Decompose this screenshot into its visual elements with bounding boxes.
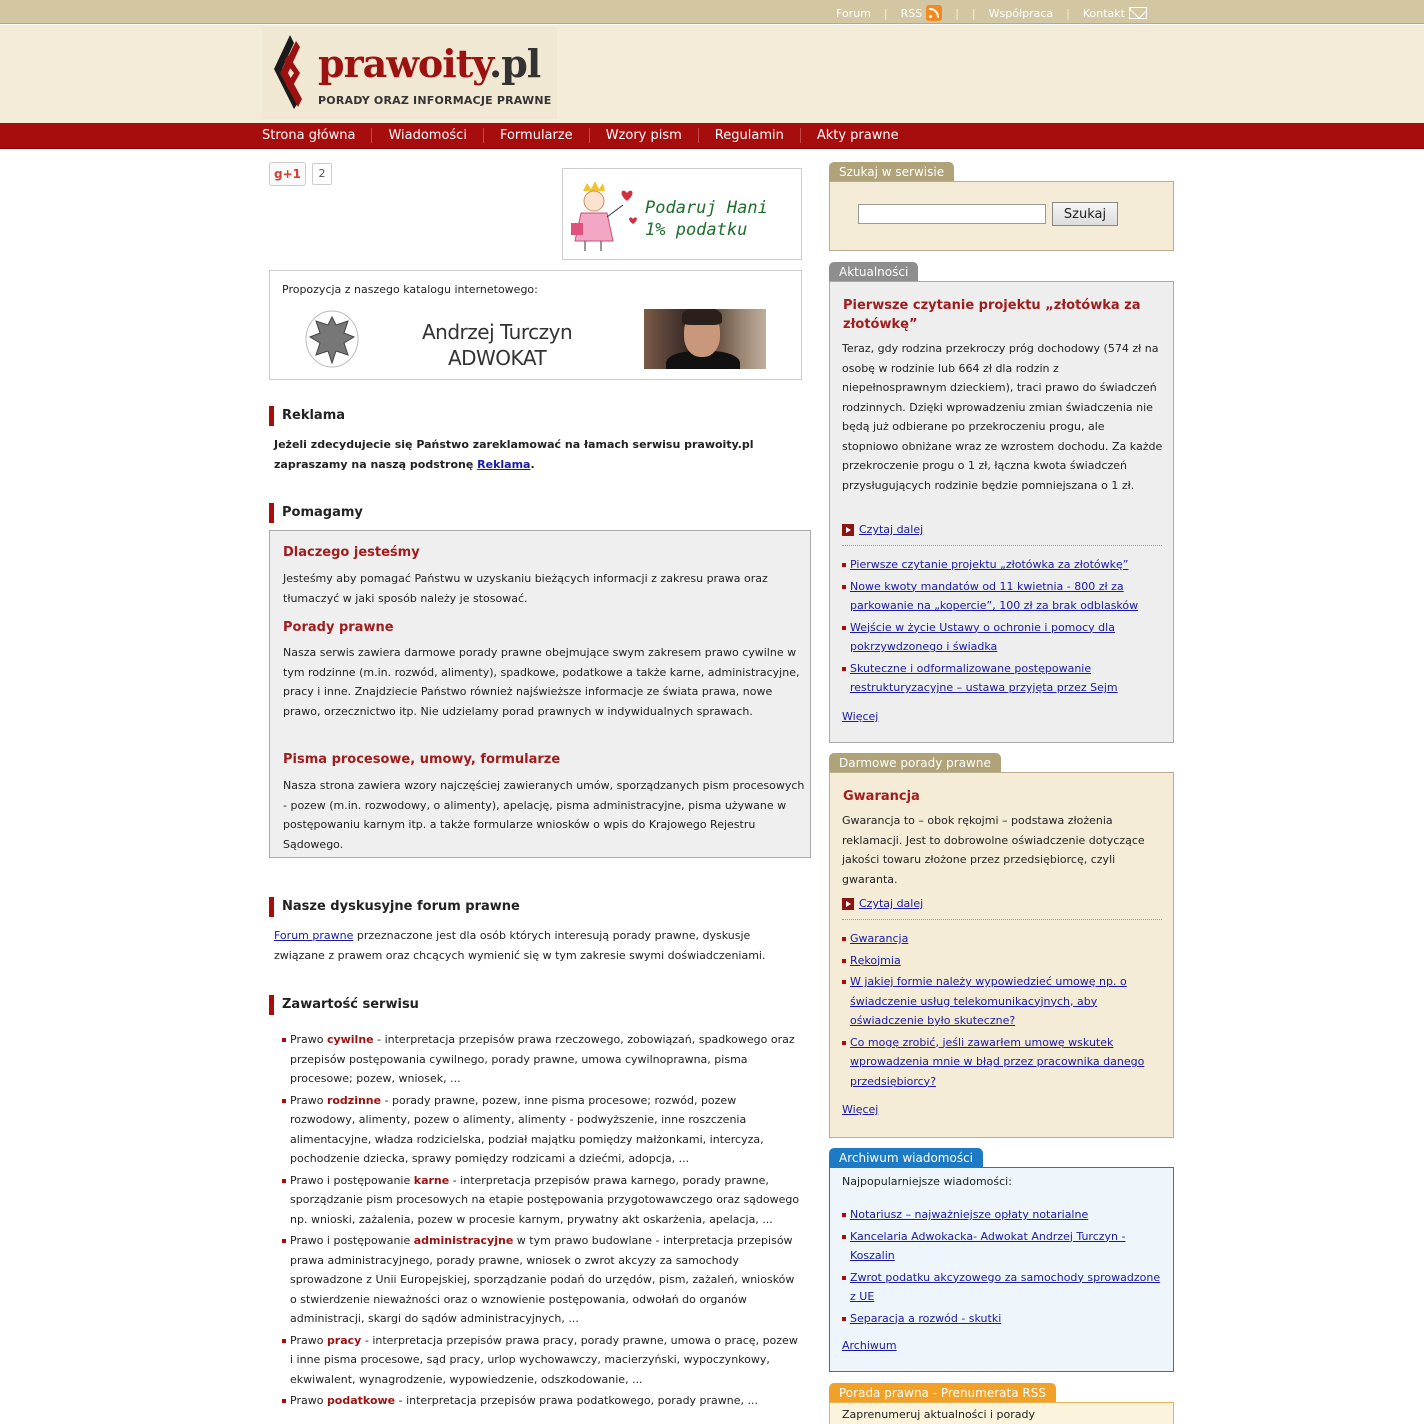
tab-archiwum: Archiwum wiadomości	[829, 1148, 983, 1168]
list-item	[842, 1309, 1162, 1329]
advertiser-photo[interactable]	[644, 309, 766, 369]
news-link[interactable]: Skuteczne i odformalizowane postępowanie restrukturyzacyjne – ustawa przyjęta przez Sejm	[850, 661, 1118, 694]
top-link-wspolpraca[interactable]: Współpraca	[988, 6, 1054, 20]
news-text: Teraz, gdy rodzina przekroczy próg dochodowy (574 zł na osobę w rodzinie lub 664 zł dla rodzin z niepełnosprawnym dzieckiem), traci prawo do świadczeń rodzinnych. Dzięki wprowadzeniu zmian świadczenia nie będą już odbierane po przekroczeniu progu, ale stopniowo obniżane wraz ze wzrostem dochodu. Za każde przekroczenie progu o 1 zł, łączna kwota świadczeń przysługujących rodzinie będzie pomniejszana o 1 zł.	[842, 342, 1163, 492]
list-item	[842, 1033, 1162, 1092]
list-item	[842, 555, 1162, 575]
logo-tagline: PORADY ORAZ INFORMACJE PRAWNE	[318, 94, 552, 107]
forum-link[interactable]: Forum prawne	[274, 929, 354, 942]
divider	[842, 919, 1162, 920]
list-item: Prawo pracy - interpretacja przepisów prawa pracy, porady prawne, umowa o pracę, pozew i inne pisma procesowe, sąd pracy, urlop wychowawczy, macierzyński, wypoczynkowy, ekwiwalent, wynagrodzenie, wypowiedzenie, odszkodowanie, ...	[282, 1331, 802, 1390]
news-link[interactable]: Pierwsze czytanie projektu „złotówka za złotówkę”	[850, 558, 1129, 571]
porada-link[interactable]: W jakiej formie należy wypowiedzieć umowę np. o świadczenie usług telekomunikacyjnych, aby oświadczenie było skuteczne?	[850, 975, 1127, 1027]
porada-title[interactable]: Gwarancja	[843, 789, 920, 804]
more-link[interactable]: Więcej	[842, 1103, 879, 1116]
list-item	[842, 618, 1162, 657]
separator: |	[955, 6, 959, 20]
porada-link[interactable]: Co mogę zrobić, jeśli zawarłem umowę wskutek wprowadzenia mnie w błąd przez pracownika danego przedsiębiorcy?	[850, 1035, 1145, 1088]
search-panel	[829, 181, 1174, 251]
tab-darmowe-porady: Darmowe porady prawne	[829, 753, 1001, 773]
list-item	[842, 951, 1162, 971]
list-item	[842, 577, 1162, 616]
reklama-text: Jeżeli zdecydujecie się Państwo zareklamować na łamach serwisu prawoity.pl zapraszamy na naszą podstronę Reklama.	[274, 438, 754, 471]
keyword-link[interactable]: administracyjne	[413, 1234, 514, 1247]
catalog-box	[269, 270, 802, 380]
section-heading-forum: Nasze dyskusyjne forum prawne	[269, 897, 520, 917]
keyword-link[interactable]: cywilne	[326, 1033, 374, 1046]
separator: |	[883, 6, 888, 20]
read-more[interactable]	[842, 523, 923, 536]
block-title-pisma: Pisma procesowe, umowy, formularze	[283, 752, 561, 767]
charity-banner[interactable]	[562, 168, 802, 260]
logo-mark-icon	[268, 33, 308, 111]
more-link[interactable]: Więcej	[842, 710, 879, 723]
list-item	[842, 1227, 1162, 1266]
pomagamy-box	[269, 530, 811, 858]
archive-link[interactable]: Kancelaria Adwokacka- Adwokat Andrzej Turczyn - Koszalin	[850, 1229, 1126, 1262]
archive-link[interactable]: Separacja a rozwód - skutki	[850, 1311, 1002, 1325]
keyword-link[interactable]: podatkowe	[326, 1394, 396, 1407]
main-nav	[0, 123, 1424, 149]
news-title[interactable]: Pierwsze czytanie projektu „złotówka za złotówkę”	[843, 298, 1141, 332]
separator: |	[971, 6, 976, 20]
mail-icon	[1129, 7, 1147, 19]
gplus-widget	[269, 162, 332, 186]
porady-panel	[829, 772, 1174, 1138]
aktualnosci-panel	[829, 281, 1174, 743]
nav-item-regulamin[interactable]: Regulamin	[698, 128, 800, 143]
rss-icon	[926, 5, 942, 21]
header	[0, 25, 1424, 123]
section-heading-pomagamy: Pomagamy	[269, 503, 363, 523]
top-link-rss[interactable]	[901, 5, 943, 21]
nav-item-formularze[interactable]: Formularze	[483, 128, 589, 143]
block-text-pisma: Nasza strona zawiera wzory najczęściej zawieranych umów, sporządzanych pism procesowych - pozew (m.in. rozwodowy, o alimenty), apelację, pisma administracyjne, pisma używane w postępowaniu karnym itp. a także formularze wniosków o wpis do Krajowego Rejestru Sądowego.	[283, 779, 805, 851]
tab-aktualnosci: Aktualności	[829, 262, 918, 282]
keyword-link[interactable]: karne	[413, 1173, 450, 1187]
block-title-porady: Porady prawne	[283, 620, 394, 635]
block-text-porady: Nasza serwis zawiera darmowe porady prawne obejmujące swym zakresem prawo cywilne w tym rodzinne (m.in. rozwód, alimenty), spadkowe, podatkowe a także karne, administracyjne, pracy i inne. Znajdziecie Państwo również najświeższe informacje ze świata prawa, nowe prawo, orzecznictwo itp. Nie udzielamy porad prawnych w indywidualnych sprawach.	[283, 646, 800, 718]
archiwum-label: Najpopularniejsze wiadomości:	[842, 1175, 1012, 1188]
news-link[interactable]: Wejście w życie Ustawy o ochronie i pomocy dla pokrzywdzonego i świadka	[850, 620, 1115, 653]
nav-item-akty-prawne[interactable]: Akty prawne	[800, 128, 915, 143]
search-button[interactable]: Szukaj	[1052, 202, 1118, 226]
archiwum-list	[842, 1205, 1162, 1330]
banner-text: Podaruj Hani 1% podatku	[645, 198, 768, 240]
porady-list	[842, 929, 1162, 1093]
list-item	[842, 1268, 1162, 1307]
porada-text: Gwarancja to – obok rękojmi – podstawa złożenia reklamacji. Jest to dobrowolne oświadczenie dotyczące jakości towaru złożone przez przedsiębiorcę, czyli gwaranta.	[842, 814, 1145, 886]
list-item	[842, 929, 1162, 949]
divider	[842, 545, 1162, 546]
list-item	[842, 1205, 1162, 1225]
eagle-emblem-icon	[304, 309, 360, 369]
section-heading-reklama: Reklama	[269, 406, 345, 426]
gplus-count: 2	[312, 163, 332, 185]
archive-link[interactable]: Zwrot podatku akcyzowego za samochody sprowadzone z UE	[850, 1270, 1161, 1303]
archive-link[interactable]: Notariusz – najważniejsze opłaty notarialne	[850, 1208, 1089, 1221]
list-item: Prawo podatkowe - interpretacja przepisów prawa podatkowego, porady prawne, ...	[282, 1391, 802, 1411]
logo-name: prawoity.pl	[318, 41, 541, 86]
section-heading-zawartosc: Zawartość serwisu	[269, 995, 419, 1015]
rss-label: RSS	[900, 6, 923, 20]
advertiser-name[interactable]: Andrzej Turczyn ADWOKAT	[422, 320, 573, 370]
block-text-dlaczego: Jesteśmy aby pomagać Państwu w uzyskaniu bieżących informacji z zakresu prawa oraz tłumaczyć w jaki sposób należy je stosować.	[283, 572, 768, 605]
read-more[interactable]	[842, 897, 923, 910]
list-item	[842, 659, 1162, 698]
keyword-link[interactable]: pracy	[326, 1333, 362, 1347]
read-more-link[interactable]: Czytaj dalej	[859, 523, 924, 536]
separator: |	[1066, 6, 1070, 20]
list-item: Prawo i postępowanie karne - interpretacja przepisów prawa karnego, porady prawne, sporządzanie pism procesowych na etapie postępowania przygotowawczego oraz sądowego np. wnioski, zażalenia, pozew w procesie karnym, prywatny akt oskarżenia, apelacja, ...	[282, 1171, 802, 1230]
search-input[interactable]	[858, 204, 1046, 224]
archive-more-link[interactable]: Archiwum	[842, 1339, 897, 1352]
list-item	[842, 972, 1162, 1031]
list-item: Prawo cywilne - interpretacja przepisów prawa rzeczowego, zobowiązań, spadkowego oraz przepisów postępowania cywilnego, porady prawne, umowa cywilnoprawna, pisma procesowe; pozew, wniosek, ...	[282, 1030, 802, 1089]
rss-text: Zaprenumeruj aktualności i porady	[842, 1408, 1036, 1421]
reklama-link[interactable]: Reklama	[477, 457, 531, 471]
nav-item-wzory-pism[interactable]: Wzory pism	[589, 128, 698, 143]
top-links	[836, 5, 1147, 21]
news-list	[842, 555, 1162, 700]
news-link[interactable]: Nowe kwoty mandatów od 11 kwietnia - 800 zł za parkowanie na „kopercie”, 100 zł za brak odblasków	[850, 579, 1139, 612]
kontakt-label: Kontakt	[1082, 6, 1125, 20]
top-link-forum[interactable]: Forum	[836, 6, 871, 20]
archiwum-panel	[829, 1167, 1174, 1372]
tab-rss: Porada prawna - Prenumerata RSS	[829, 1383, 1056, 1403]
porada-link[interactable]: Rękojmia	[850, 953, 901, 967]
girl-illustration-icon	[569, 179, 641, 255]
keyword-link[interactable]: rodzinne	[326, 1093, 382, 1107]
gplus-button[interactable]: g+1	[269, 162, 306, 186]
read-more-link[interactable]: Czytaj dalej	[859, 897, 924, 910]
site-logo[interactable]	[262, 27, 557, 119]
tab-search: Szukaj w serwisie	[829, 162, 954, 182]
arrow-right-icon	[842, 898, 854, 910]
rss-panel	[829, 1402, 1174, 1424]
list-item: Prawo rodzinne - porady prawne, pozew, inne pisma procesowe; rozwód, pozew rozwodowy, alimenty, pozew o alimenty, alimenty - podwyższenie, inne roszczenia alimentacyjne, władza rodzicielska, podział majątku pomiędzy małżonkami, intercyza, pochodzenie dziecka, sprawy pomiędzy rodzicami a dziećmi, adopcja, ...	[282, 1091, 802, 1169]
top-link-kontakt[interactable]	[1083, 7, 1147, 20]
arrow-right-icon	[842, 524, 854, 536]
block-title-dlaczego: Dlaczego jesteśmy	[283, 545, 420, 560]
nav-item-wiadomosci[interactable]: Wiadomości	[371, 128, 483, 143]
list-item: Prawo i postępowanie administracyjne w tym prawo budowlane - interpretacja przepisów prawa administracyjnego, porady prawne, wniosek o zwrot akcyzy za samochody sprowadzone z Unii Europejskiej, sporządzanie podań do urzędów, pism, zażaleń, wniosków o stwierdzenie nieważności oraz o wznowienie postępowania, odwołań do organów administracji, skargi do sądów administracyjnych, ...	[282, 1231, 802, 1329]
catalog-label: Propozycja z naszego katalogu internetowego:	[282, 283, 538, 296]
forum-text: Forum prawne przeznaczone jest dla osób których interesują porady prawne, dyskusje związane z prawem oraz chcących wymienić się w tym zakresie swymi doświadczeniami.	[274, 929, 766, 962]
nav-item-strona-glowna[interactable]: Strona główna	[262, 128, 356, 143]
top-bar	[0, 0, 1424, 24]
porada-link[interactable]: Gwarancja	[850, 932, 909, 945]
content-list	[282, 1030, 802, 1413]
